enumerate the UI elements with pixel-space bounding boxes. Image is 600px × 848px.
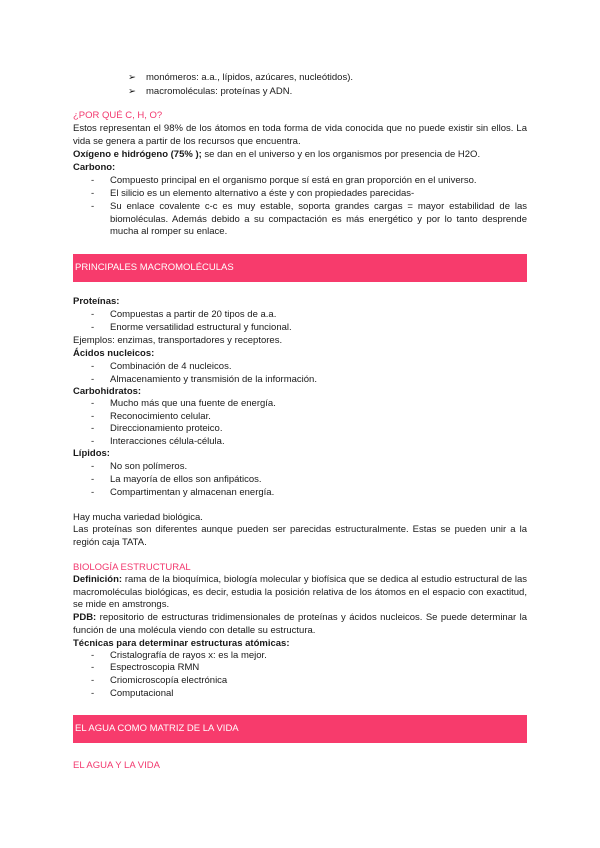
paragraph-pdb: PDB: repositorio de estructuras tridimensionales de proteínas y ácidos nucleicos. Se puede determinar la función de una molécula viendo con detalle su estructura. [73,612,527,636]
paragraph-ejemplos: Ejemplos: enzimas, transportadores y receptores. [73,335,283,346]
paragraph-proteinas: Las proteínas son diferentes aunque pueden ser parecidas estructuralmente. Estas se pueden unir a la región caja TATA. [73,524,527,548]
paragraph-variedad: Hay mucha variedad biológica. [73,512,203,523]
section-heading-por-que: ¿POR QUÉ C, H, O? [73,110,163,121]
section-banner-macromoleculas: PRINCIPALES MACROMOLÉCULAS [73,254,527,282]
label-lipidos: Lípidos: [73,448,110,459]
paragraph-oxigeno: Oxígeno e hidrógeno (75% ); se dan en el universo y en los organismos por presencia de H2O. [73,149,481,160]
section-heading-biologia: BIOLOGÍA ESTRUCTURAL [73,562,191,573]
label-carbono: Carbono: [73,162,116,173]
paragraph: Estos representan el 98% de los átomos en toda forma de vida conocida que no puede existir sin ellos. La vida se genera a partir de los recursos que encuentra. [73,123,527,147]
section-banner-agua: EL AGUA COMO MATRIZ DE LA VIDA [73,715,527,743]
label-tecnicas: Técnicas para determinar estructuras atómicas: [73,638,290,649]
arrow-bullet-icon: ➢ [128,72,136,83]
section-heading-agua: EL AGUA Y LA VIDA [73,760,160,771]
label-carbohidratos: Carbohidratos: [73,386,142,397]
document-page: ➢ monómeros: a.a., lípidos, azúcares, nucleótidos). ➢ macromoléculas: proteínas y ADN. ¿POR QUÉ C, H, O? Estos representan el 98% de los átomos en toda forma de vida conocida que no puede existir sin ellos. La vida se genera a partir de los recursos que encuentra. Oxígeno e hidrógeno (75% ); se dan en el universo y en los organismos por presencia de H2O. Carbono: - Compuesto principal en el organismo porque sí está en gran proporción en el universo. - El silicio es un elemento alternativo a éste y con propiedades parecidas- - Su enlace covalente c-c es muy estable, soporta grandes cargas = mayor estabilidad de las biomoléculas. Además debido a su compactación es más energético y por lo tanto desprende mucha al romper su enlace. PRINCIPALES MACROMOLÉCULAS Proteínas: - Compuestas a partir de 20 tipos de a.a. - Enorme versatilidad estructural y funcional. Ejemplos: enzimas, transportadores y receptores. Ácidos nucleicos: - Combinación de 4 nucleicos. - Almacenamiento y transmisión de la información. Carbohidratos: - Mucho más que una fuente de energía. - Reconocimiento celular. - Direccionamiento proteico. - Interacciones célula-célula. Lípidos: - No son polímeros. - La mayoría de ellos son anfipáticos. - Compartimentan y almacenan energía. Hay mucha variedad biológica. Las proteínas son diferentes aunque pueden ser parecidas estructuralmente. Estas se pueden unir a la región caja TATA. BIOLOGÍA ESTRUCTURAL Definición: rama de la bioquímica, biología molecular y biofísica que se dedica al estudio estructural de las macromoléculas biológicas, es decir, estudia la posición relativa de los átomos en el espacio con exactitud, se mide en amstrongs. PDB: repositorio de estructuras tridimensionales de proteínas y ácidos nucleicos. Se puede determinar la función de una molécula viendo con detalle su estructura. Técnicas para determinar estructuras atómicas: - Cristalografía de rayos x: es la mejor. - Espectroscopia RMN - Criomicroscopía electrónica - Computacional EL AGUA COMO MATRIZ DE LA VIDA EL AGUA Y LA VIDA [73,72,527,771]
label-proteinas: Proteínas: [73,296,120,307]
label-acidos: Ácidos nucleicos: [73,348,155,359]
paragraph-definicion: Definición: rama de la bioquímica, biología molecular y biofísica que se dedica al estudio estructural de las macromoléculas biológicas, es decir, estudia la posición relativa de los átomos en el espacio con exactitud, se mide en amstrongs. [73,574,527,610]
arrow-bullet-icon: ➢ [128,86,136,97]
